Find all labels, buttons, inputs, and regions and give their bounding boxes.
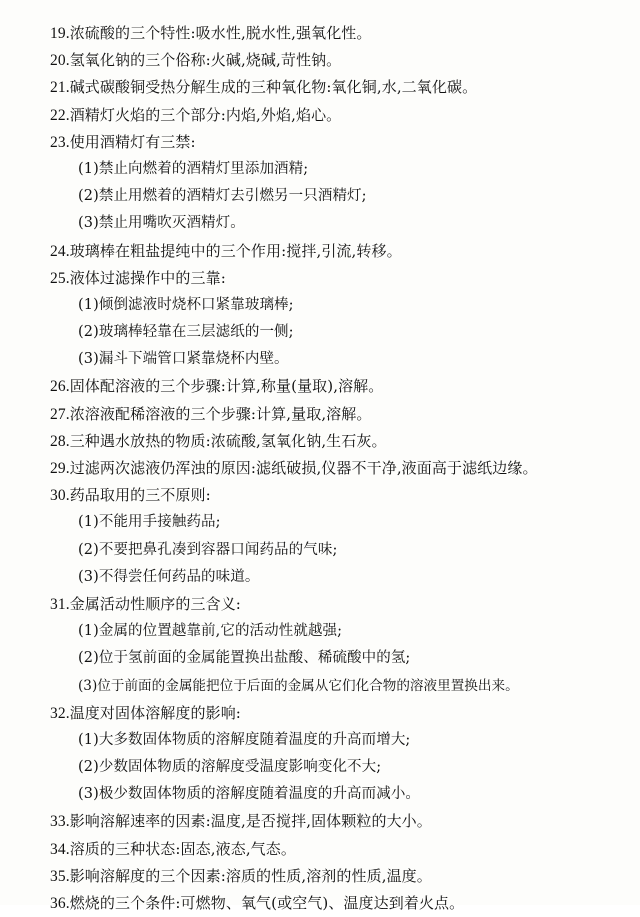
item-text: 内焰,外焰,焰心。 — [225, 105, 342, 124]
item-number: 31. — [50, 595, 70, 613]
item-text: 火碱,烧碱,苛性钠。 — [210, 51, 342, 70]
item-text: 溶质的性质,溶剂的性质,温度。 — [225, 866, 432, 885]
item-number: 33. — [50, 813, 70, 831]
item-text: 浓硫酸,氢氧化钠,生石灰。 — [210, 431, 387, 450]
list-item — [0, 74, 640, 101]
item-heading: 氢氧化钠的三个俗称: — [69, 51, 211, 70]
list-item — [0, 102, 640, 129]
item-heading: 浓溶液配稀溶液的三个步骤: — [69, 404, 257, 423]
item-number: 29. — [50, 460, 70, 477]
sub-item: (1)倾倒滤液时烧杯口紧靠玻璃棒; — [78, 296, 294, 313]
item-heading: 玻璃棒在粗盐提纯中的三个作用: — [69, 241, 287, 260]
item-number: 24. — [50, 242, 70, 260]
item-heading: 碱式碳酸铜受热分解生成的三种氧化物: — [69, 78, 332, 97]
item-list — [0, 20, 640, 917]
list-item — [0, 700, 640, 727]
item-text: 温度,是否搅拌,固体颗粒的大小。 — [210, 812, 432, 831]
list-item — [0, 836, 640, 863]
item-heading: 过滤两次滤液仍浑浊的原因: — [69, 459, 257, 477]
sub-item: (3)禁止用嘴吹灭酒精灯。 — [78, 215, 245, 232]
item-number: 20. — [50, 52, 70, 70]
item-number: 19. — [50, 25, 70, 42]
item-number: 23. — [50, 133, 70, 151]
item-heading: 酒精灯火焰的三个部分: — [69, 105, 226, 124]
item-heading: 药品取用的三不原则: — [69, 486, 211, 505]
item-number: 22. — [50, 106, 70, 124]
list-item — [0, 265, 640, 292]
sub-item: (3)漏斗下端管口紧靠烧杯内壁。 — [78, 351, 289, 368]
sub-item: (2)少数固体物质的溶解度受温度影响变化不大; — [78, 759, 382, 776]
list-item — [0, 47, 640, 74]
item-heading: 影响溶解速率的因素: — [69, 812, 211, 831]
item-text: 搅拌,引流,转移。 — [286, 241, 402, 260]
item-heading: 浓硫酸的三个特性: — [69, 24, 196, 42]
list-item — [0, 20, 640, 47]
item-number: 30. — [50, 487, 70, 505]
list-item — [0, 455, 640, 482]
item-number: 26. — [50, 378, 70, 396]
item-number: 32. — [50, 704, 70, 722]
item-heading: 溶质的三种状态: — [69, 839, 181, 858]
item-text: 计算,称量(量取),溶解。 — [225, 377, 384, 396]
item-heading: 金属活动性顺序的三含义: — [69, 594, 241, 613]
item-heading: 使用酒精灯有三禁: — [69, 132, 196, 151]
list-item — [0, 373, 640, 400]
item-text: 固态,液态,气态。 — [180, 839, 296, 858]
sub-item: (3)不得尝任何药品的味道。 — [78, 568, 260, 585]
item-heading: 固体配溶液的三个步骤: — [69, 377, 226, 396]
item-text: 氧化铜,水,二氧化碳。 — [331, 78, 478, 97]
item-number: 35. — [50, 867, 70, 885]
list-item — [0, 863, 640, 890]
item-number: 34. — [50, 840, 70, 858]
item-number: 25. — [50, 269, 70, 287]
sub-item: (2)玻璃棒轻靠在三层滤纸的一侧; — [78, 324, 294, 341]
sub-item: (3)位于前面的金属能把位于后面的金属从它们化合物的溶液里置换出来。 — [78, 677, 519, 694]
item-text: 滤纸破损,仪器不干净,液面高于滤纸边缘。 — [256, 459, 538, 477]
item-heading: 燃烧的三个条件: — [69, 894, 181, 912]
item-heading: 温度对固体溶解度的影响: — [69, 703, 241, 722]
list-item — [0, 890, 640, 917]
list-item — [0, 482, 640, 509]
sub-item: (2)位于氢前面的金属能置换出盐酸、稀硫酸中的氢; — [78, 650, 411, 667]
sub-item: (3)极少数固体物质的溶解度随着温度的升高而减小。 — [78, 786, 421, 803]
list-item — [0, 808, 640, 835]
item-number: 28. — [50, 432, 70, 450]
sub-item: (2)不要把鼻孔凑到容器口闻药品的气味; — [78, 541, 338, 558]
sub-item: (1)金属的位置越靠前,它的活动性就越强; — [78, 623, 343, 640]
list-item — [0, 591, 640, 618]
list-item — [0, 129, 640, 156]
sub-item: (1)不能用手接触药品; — [78, 514, 221, 531]
item-text: 吸水性,脱水性,强氧化性。 — [195, 24, 372, 42]
item-number: 21. — [50, 79, 70, 97]
item-text: 计算,量取,溶解。 — [256, 404, 372, 423]
item-heading: 三种遇水放热的物质: — [69, 431, 211, 450]
item-heading: 液体过滤操作中的三靠: — [69, 268, 226, 287]
sub-item: (1)大多数固体物质的溶解度随着温度的升高而增大; — [78, 731, 411, 748]
item-heading: 影响溶解度的三个因素: — [69, 866, 226, 885]
sub-item: (1)禁止向燃着的酒精灯里添加酒精; — [78, 160, 309, 177]
sub-item: (2)禁止用燃着的酒精灯去引燃另一只酒精灯; — [78, 188, 367, 205]
item-number: 27. — [50, 405, 70, 423]
list-item — [0, 238, 640, 265]
list-item — [0, 428, 640, 455]
item-number: 36. — [50, 895, 70, 912]
item-text: 可燃物、氧气(或空气)、温度达到着火点。 — [180, 894, 465, 912]
list-item — [0, 401, 640, 428]
